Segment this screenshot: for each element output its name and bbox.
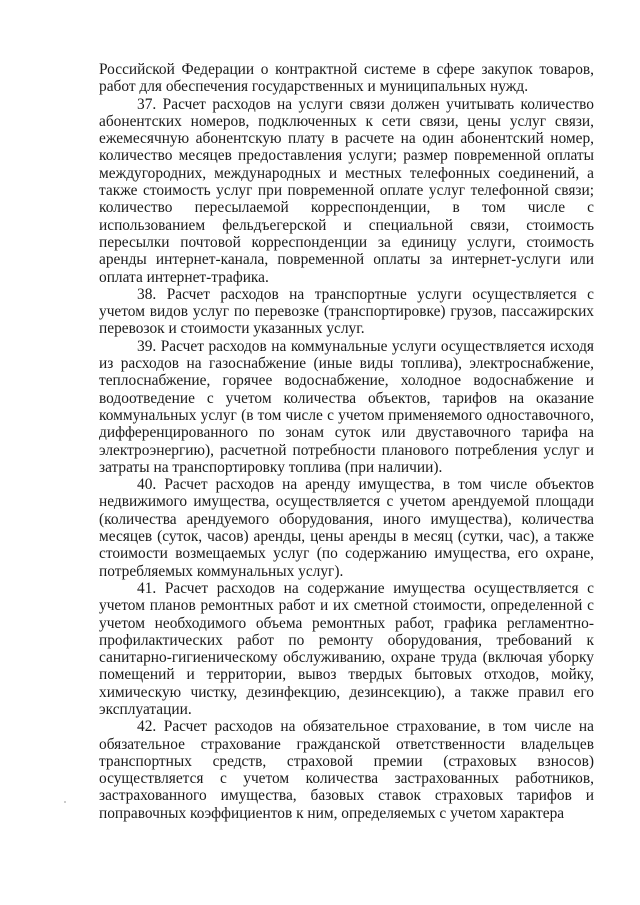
paragraph-continuation: Российской Федерации о контрактной системе в сфере закупок товаров, работ для обеспечения государственных и муниципальных нужд. [99,61,594,96]
scan-speck [64,801,66,803]
paragraph-item-40: 40. Расчет расходов на аренду имущества, в том числе объектов недвижимого имущества, осуществляется с учетом арендуемой площади (количества арендуемого оборудования, иного имущества), количества месяцев (суток, часов) аренды, цены аренды в месяц (сутки, час), а также стоимости возмещаемых услуг (по содержанию имущества, его охране, потребляемых коммунальных услуг). [99,476,594,580]
paragraph-item-37: 37. Расчет расходов на услуги связи должен учитывать количество абонентских номеров, подключенных к сети связи, цены услуг связи, ежемесячную абонентскую плату в расчете на один абонентский номер, количество месяцев предоставления услуги; размер повременной оплаты междугородних, международных и местных телефонных соединений, а также стоимость услуг при повременной оплате услуг телефонной связи; количество пересылаемой корреспонденции, в том числе с использованием фельдъегерской и специальной связи, стоимость пересылки почтовой корреспонденции за единицу услуги, стоимость аренды интернет-канала, повременной оплаты за интернет-услуги или оплата интернет-трафика. [99,95,594,286]
paragraph-item-42: 42. Расчет расходов на обязательное страхование, в том числе на обязательное страхование гражданской ответственности владельцев транспортных средств, страховой премии (страховых взносов) осуществляется с учетом количества застрахованных работников, застрахованного имущества, базовых ставок страховых тарифов и поправочных коэффициентов к ним, определяемых с учетом характера [99,718,594,822]
paragraph-item-38: 38. Расчет расходов на транспортные услуги осуществляется с учетом видов услуг по перевозке (транспортировке) грузов, пассажирских перевозок и стоимости указанных услуг. [99,285,594,338]
paragraph-item-41: 41. Расчет расходов на содержание имущества осуществляется с учетом планов ремонтных работ и их сметной стоимости, определенной с учетом необходимого объема ремонтных работ, графика регламентно-профилактических работ по ремонту оборудования, требований к санитарно-гигиеническому обслуживанию, охране труда (включая уборку помещений и территории, вывоз твердых бытовых отходов, мойку, химическую чистку, дезинфекцию, дезинсекцию), а также правил его эксплуатации. [99,579,594,718]
paragraph-item-39: 39. Расчет расходов на коммунальные услуги осуществляется исходя из расходов на газоснабжение (иные виды топлива), электроснабжение, теплоснабжение, горячее водоснабжение, холодное водоснабжение и водоотведение с учетом количества объектов, тарифов на оказание коммунальных услуг (в том числе с учетом применяемого одноставочного, дифференцированного по зонам суток или двуставочного тарифа на электроэнергию), расчетной потребности планового потребления услуг и затраты на транспортировку топлива (при наличии). [99,337,594,476]
document-body [99,61,594,822]
